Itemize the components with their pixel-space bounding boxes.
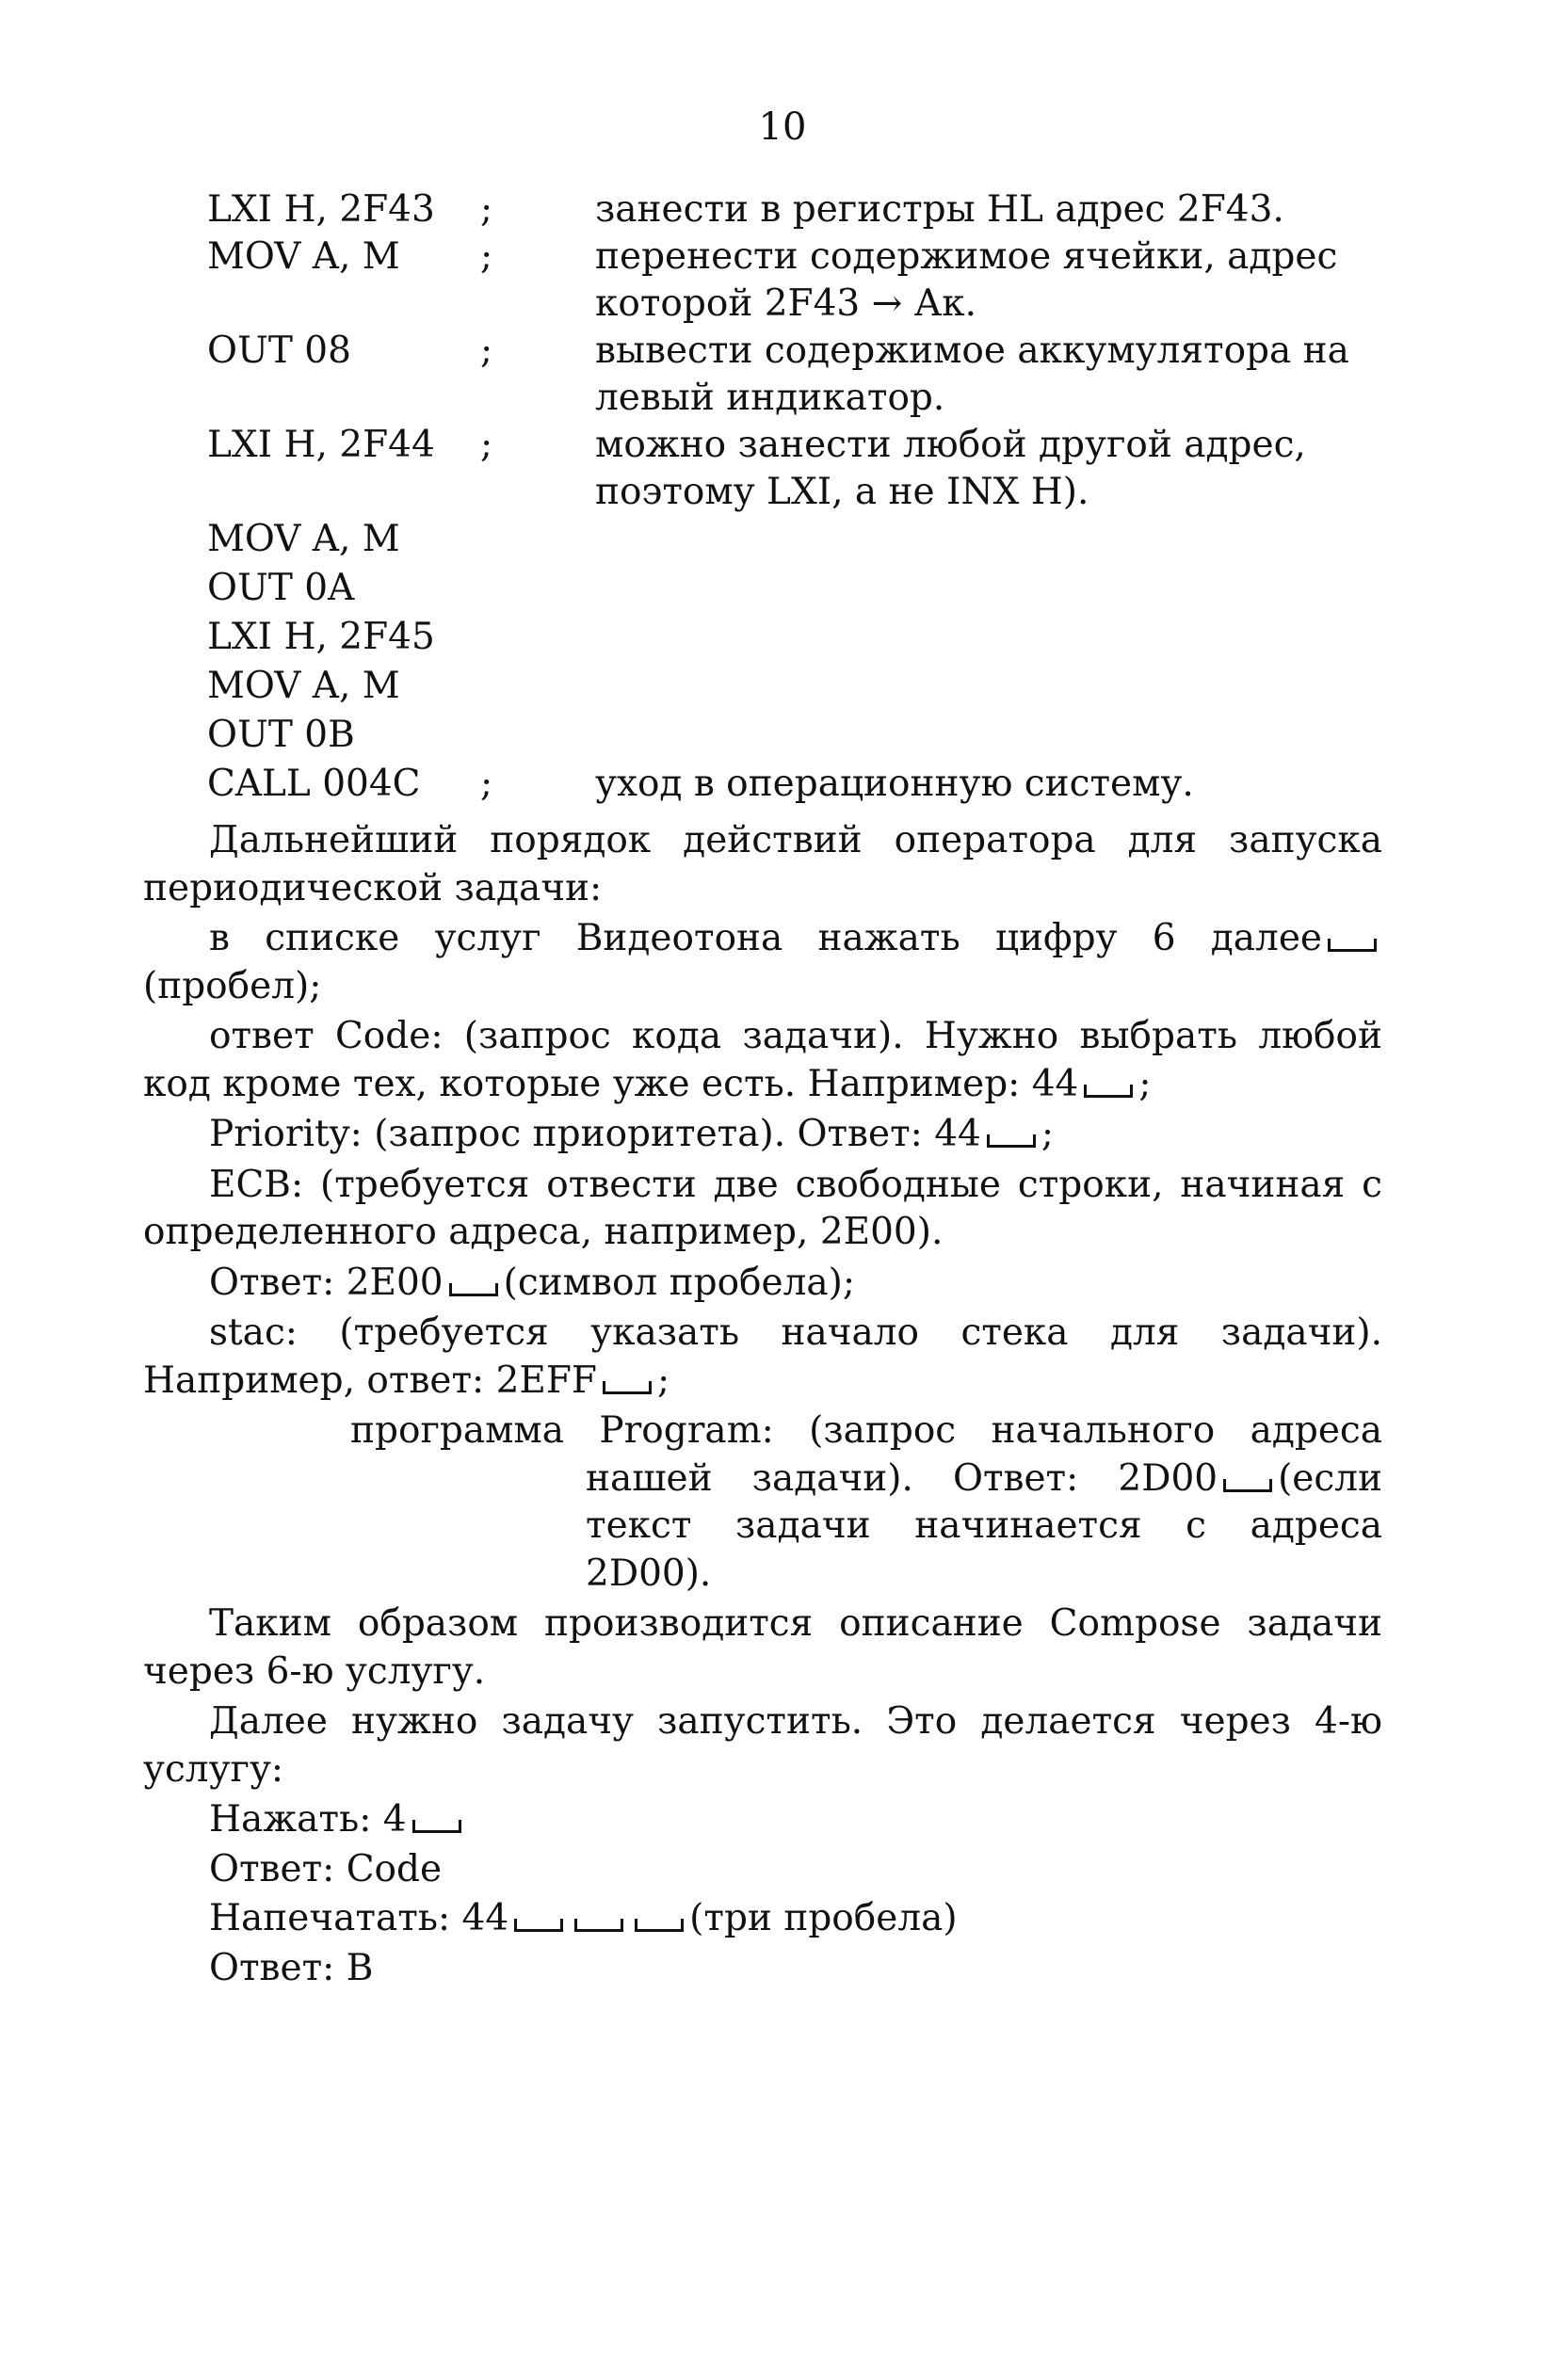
code-comment: занести в регистры HL адрес 2F43. — [595, 188, 1284, 231]
comment-separator: ; — [480, 188, 493, 231]
code-comment: уход в операционную систему. — [595, 763, 1194, 805]
line-answer-b: Ответ: B — [209, 1946, 374, 1989]
line-answer-code: Ответ: Code — [209, 1847, 443, 1890]
paragraph-step-5 — [143, 1260, 1382, 1308]
code-line — [207, 186, 1394, 233]
code-line — [207, 565, 1394, 614]
assembly-listing — [207, 186, 1394, 808]
space-key-icon — [1328, 939, 1377, 952]
type-text: Напечатать: 44 — [209, 1897, 509, 1939]
page-number: 10 — [758, 105, 807, 149]
code-instruction: OUT 0A — [207, 567, 355, 609]
paragraph-step-3 — [143, 1111, 1382, 1159]
code-instruction: MOV A, M — [207, 235, 400, 278]
space-key-icon — [1084, 1085, 1133, 1098]
code-line — [207, 712, 1394, 761]
step-5-tail: (символ пробела); — [503, 1261, 855, 1304]
type-tail: (три пробела) — [689, 1897, 958, 1939]
step-6-tail: ; — [657, 1359, 670, 1402]
code-comment: перенести содержимое ячейки, адрес которой 2F43 → Ак. — [595, 235, 1338, 325]
code-comment: можно занести любой другой адрес, поэтому LXI, а не INX H). — [595, 424, 1306, 513]
space-key-icon — [412, 1820, 461, 1833]
paragraph-intro: Дальнейший порядок действий оператора для запуска периодической задачи: — [143, 819, 1382, 909]
code-instruction: LXI H, 2F45 — [207, 616, 435, 658]
code-line — [207, 761, 1394, 808]
step-2-tail: ; — [1138, 1062, 1152, 1105]
code-line — [207, 233, 1394, 328]
code-instruction: OUT 0B — [207, 714, 355, 756]
code-instruction: OUT 08 — [207, 330, 351, 372]
code-instruction: MOV A, M — [207, 518, 400, 560]
step-7-tail: (если текст задачи начинается с адреса 2D00). — [586, 1456, 1382, 1595]
comment-separator: ; — [480, 235, 493, 278]
paragraph-step-2 — [143, 1013, 1382, 1108]
code-line — [207, 663, 1394, 712]
paragraph-summary: Таким образом производится описание Compose задачи через 6-ю услугу. — [143, 1602, 1382, 1693]
space-key-icon — [574, 1919, 623, 1932]
code-instruction: LXI H, 2F44 — [207, 424, 435, 466]
press-text: Нажать: 4 — [209, 1798, 407, 1841]
code-line — [207, 328, 1394, 422]
code-instruction: LXI H, 2F43 — [207, 188, 435, 231]
space-key-icon — [635, 1919, 684, 1932]
step-2-text: ответ Code: (запрос кода задачи). Нужно выбрать любой код кроме тех, которые уже есть. Например: 44 — [143, 1015, 1382, 1105]
step-1-text: в списке услуг Видеотона нажать цифру 6 далее — [209, 917, 1322, 959]
paragraph-step-4: ECB: (требуется отвести две свободные строки, начиная с определенного адреса, например, 2E00). — [143, 1163, 1382, 1253]
comment-separator: ; — [480, 763, 493, 805]
paragraph-step-1 — [143, 915, 1382, 1010]
paragraph-step-7 — [143, 1407, 1382, 1598]
step-7-text: программа Program: (запрос начального адреса нашей задачи). Ответ: 2D00 — [350, 1409, 1382, 1500]
comment-separator: ; — [480, 424, 493, 466]
code-instruction: MOV A, M — [207, 665, 400, 707]
step-5-text: Ответ: 2E00 — [209, 1261, 444, 1304]
line-type — [143, 1895, 1382, 1943]
code-line — [207, 614, 1394, 663]
space-key-icon — [449, 1283, 498, 1296]
space-key-icon — [514, 1919, 563, 1932]
step-6-text: stac: (требуется указать начало стека для задачи). Например, ответ: 2EFF — [143, 1311, 1382, 1402]
paragraph-step-6 — [143, 1310, 1382, 1405]
code-line — [207, 516, 1394, 565]
step-1-tail: (пробел); — [143, 964, 322, 1007]
code-line — [207, 422, 1394, 516]
paragraph-next: Далее нужно задачу запустить. Это делается через 4-ю услугу: — [143, 1700, 1382, 1791]
body-text — [143, 817, 1382, 1994]
step-3-tail: ; — [1041, 1113, 1054, 1155]
space-key-icon — [603, 1381, 652, 1394]
comment-separator: ; — [480, 330, 493, 372]
step-3-text: Priority: (запрос приоритета). Ответ: 44 — [209, 1113, 981, 1155]
line-press — [143, 1796, 1382, 1844]
code-instruction: CALL 004C — [207, 763, 421, 805]
space-key-icon — [987, 1134, 1036, 1148]
code-comment: вывести содержимое аккумулятора на левый индикатор. — [595, 330, 1349, 419]
space-key-icon — [1223, 1479, 1272, 1492]
